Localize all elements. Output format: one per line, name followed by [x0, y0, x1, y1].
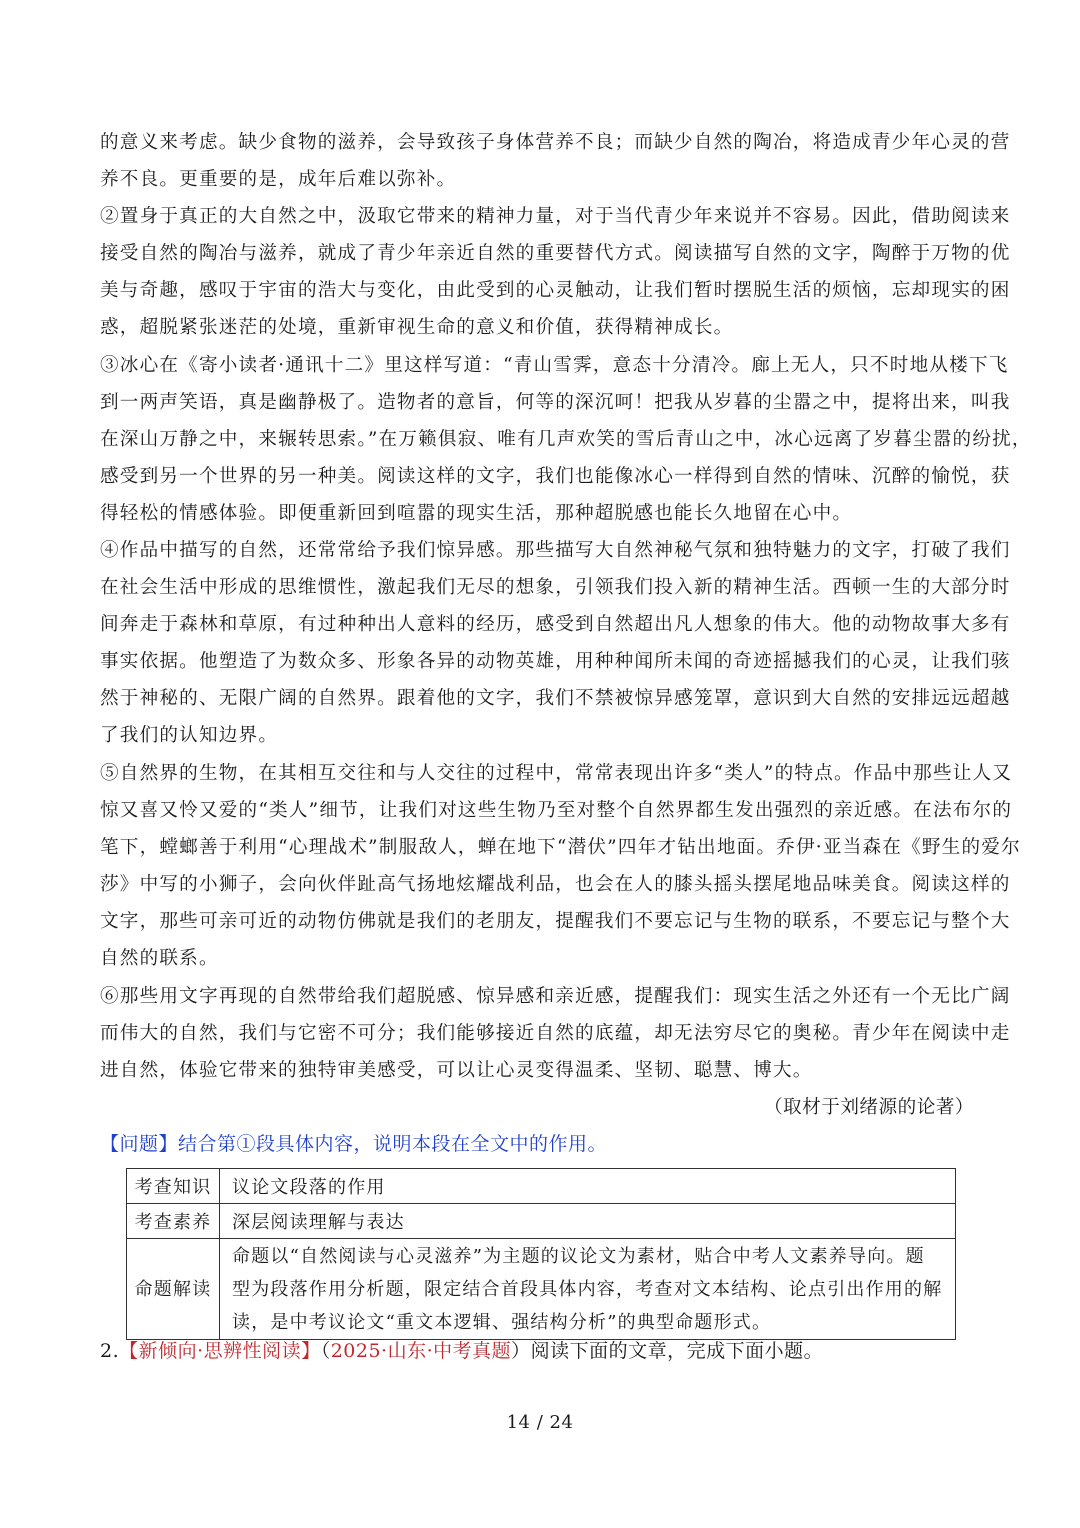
text-line: 而伟大的自然，我们与它密不可分；我们能够接近自然的底蕴，却无法穷尽它的奥秘。青少年在阅读中走	[100, 1023, 1011, 1044]
table-key: 命题解读	[127, 1239, 220, 1340]
table-row	[127, 1239, 956, 1340]
text-line: 感受到另一个世界的另一种美。阅读这样的文字，我们也能像冰心一样得到自然的情味、沉醉的愉悦，获	[100, 466, 1011, 487]
source-attribution: （取材于刘绪源的论著）	[763, 1097, 974, 1118]
text-line: 接受自然的陶冶与滋养，就成了青少年亲近自然的重要替代方式。阅读描写自然的文字，陶醉于万物的优	[100, 243, 1011, 264]
question-2-text: 阅读下面的文章，完成下面小题。	[530, 1340, 824, 1362]
question-prompt	[100, 1126, 607, 1163]
text-line: 惊又喜又怜又爱的“类人”细节，让我们对这些生物乃至对整个自然界都生发出强烈的亲近感。在法布尔的	[100, 800, 1013, 821]
text-line: 笔下，螳螂善于利用“心理战术”制服敌人，蝉在地下“潜伏”四年才钻出地面。乔伊·亚当森在《野生的爱尔	[100, 837, 1021, 858]
table-value: 命题以“自然阅读与心灵滋养”为主题的议论文为素材，贴合中考人文素养导向。题型为段落作用分析题，限定结合首段具体内容，考查对文本结构、论点引出作用的解读，是中考议论文“重文本逻辑、强结构分析”的典型命题形式。	[220, 1239, 956, 1340]
question-text: 结合第①段具体内容，说明本段在全文中的作用。	[178, 1133, 608, 1155]
text-line: 然于神秘的、无限广阔的自然界。跟着他的文字，我们不禁被惊异感笼罩，意识到大自然的安排远远超越	[100, 688, 1011, 709]
paragraph-3	[100, 347, 1032, 532]
table-row	[127, 1204, 956, 1239]
analysis-table	[126, 1168, 956, 1340]
table-value: 深层阅读理解与表达	[220, 1204, 956, 1239]
text-line: 自然的联系。	[100, 948, 219, 969]
text-line: ⑥那些用文字再现的自然带给我们超脱感、惊异感和亲近感，提醒我们：现实生活之外还有一个无比广阔	[100, 986, 1011, 1007]
text-line: 进自然，体验它带来的独特审美感受，可以让心灵变得温柔、坚韧、聪慧、博大。	[100, 1060, 813, 1081]
text-line: 美与奇趣，感叹于宇宙的浩大与变化，由此受到的心灵触动，让我们暂时摆脱生活的烦恼，忘却现实的困	[100, 280, 1011, 301]
text-line: 得轻松的情感体验。即便重新回到喧嚣的现实生活，那种超脱感也能长久地留在心中。	[100, 503, 853, 524]
paragraph-2	[100, 198, 1011, 346]
question-2-source: 2025·山东·中考真题	[330, 1340, 512, 1362]
page-number: 14 / 24	[506, 1412, 574, 1433]
table-value: 议论文段落的作用	[220, 1169, 956, 1204]
text-line: 的意义来考虑。缺少食物的滋养，会导致孩子身体营养不良；而缺少自然的陶冶，将造成青少年心灵的营	[100, 132, 1011, 153]
table-key: 考查知识	[127, 1169, 220, 1204]
paragraph-1-continued	[100, 124, 1011, 198]
question-2-tag: 【新倾向·思辨性阅读】	[119, 1340, 321, 1362]
text-line: 在深山万静之中，来辗转思索。”在万籁俱寂、唯有几声欢笑的雪后青山之中，冰心远离了岁暮尘嚣的纷扰，	[100, 429, 1032, 450]
text-line: 文字，那些可亲可近的动物仿佛就是我们的老朋友，提醒我们不要忘记与生物的联系，不要忘记与整个大	[100, 911, 1011, 932]
text-line: ②置身于真正的大自然之中，汲取它带来的精神力量，对于当代青少年来说并不容易。因此，借助阅读来	[100, 206, 1011, 227]
paragraph-4	[100, 532, 1011, 754]
text-line: 莎》中写的小狮子，会向伙伴趾高气扬地炫耀战利品，也会在人的膝头摇头摆尾地品味美食。阅读这样的	[100, 874, 1011, 895]
text-line: 到一两声笑语，真是幽静极了。造物者的意旨，何等的深沉呵！把我从岁暮的尘嚣之中，提将出来，叫我	[100, 392, 1011, 413]
text-line: 在社会生活中形成的思维惯性，激起我们无尽的想象，引领我们投入新的精神生活。西顿一生的大部分时	[100, 577, 1011, 598]
text-line: 养不良。更重要的是，成年后难以弥补。	[100, 169, 457, 190]
table-row	[127, 1169, 956, 1204]
text-line: ④作品中描写的自然，还常常给予我们惊异感。那些描写大自然神秘气氛和独特魅力的文字，打破了我们	[100, 540, 1011, 561]
question-2-header	[100, 1336, 823, 1366]
text-line: 惑，超脱紧张迷茫的处境，重新审视生命的意义和价值，获得精神成长。	[100, 317, 734, 338]
text-line: ③冰心在《寄小读者·通讯十二》里这样写道：“青山雪霁，意态十分清冷。廊上无人，只不时地从楼下飞	[100, 355, 1009, 376]
paragraph-5	[100, 755, 1021, 977]
text-line: 了我们的认知边界。	[100, 725, 279, 746]
text-line: 间奔走于森林和草原，有过种种出人意料的经历，感受到自然超出凡人想象的伟大。他的动物故事大多有	[100, 614, 1011, 635]
paragraph-6	[100, 978, 1011, 1089]
text-line: ⑤自然界的生物，在其相互交往和与人交往的过程中，常常表现出许多“类人”的特点。作品中那些让人又	[100, 763, 1013, 784]
question-tag: 【问题】	[100, 1133, 179, 1155]
question-number: 2.	[100, 1340, 120, 1362]
text-line: 事实依据。他塑造了为数众多、形象各异的动物英雄，用种种闻所未闻的奇迹摇撼我们的心灵，让我们骇	[100, 651, 1011, 672]
question-2-source-wrap: （2025·山东·中考真题）	[320, 1340, 531, 1362]
table-key: 考查素养	[127, 1204, 220, 1239]
